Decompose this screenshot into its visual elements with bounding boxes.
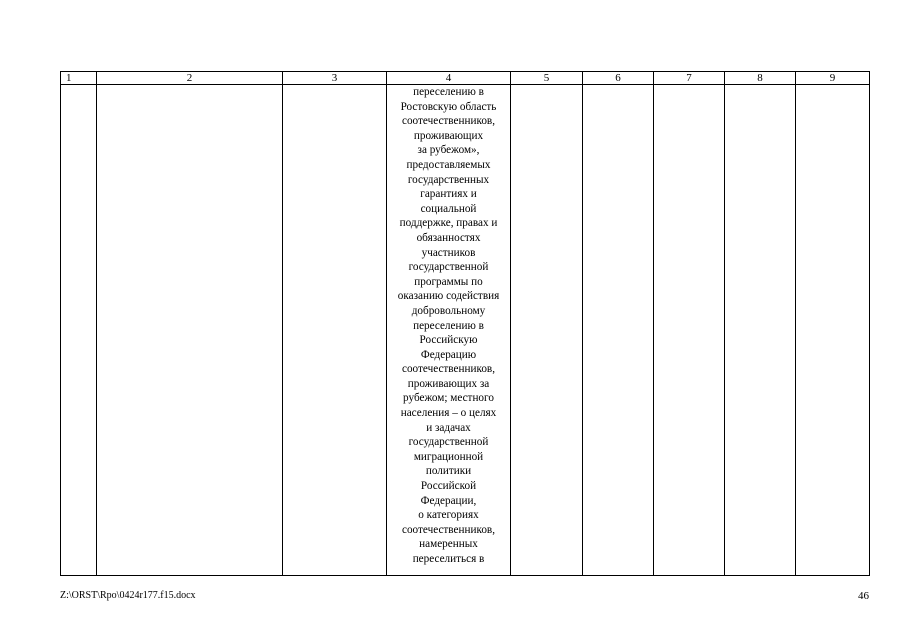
cell-text-line: проживающих [413, 129, 484, 142]
cell-text-line: государственных [407, 173, 490, 186]
column-number-6: 6 [583, 72, 654, 85]
table-cell-col1 [61, 85, 97, 576]
cell-text-line: социальной [420, 202, 477, 215]
cell-text-line: Федерации, [420, 494, 477, 507]
cell-text-line: соотечественников, [402, 363, 495, 376]
cell-text-line: переселению в [413, 319, 484, 332]
cell-text-line: миграционной [413, 450, 484, 463]
table-cell-col2 [97, 85, 283, 576]
column-number-1: 1 [61, 72, 97, 85]
cell-text-line: поддержке, правах и [399, 217, 498, 230]
cell-text-line: и задачах [426, 421, 471, 434]
cell-text-line: проживающих за [407, 377, 490, 390]
cell-text-line: гарантиях и [420, 188, 477, 201]
cell-text-line: Российской [420, 480, 477, 493]
column-number-2: 2 [97, 72, 283, 85]
table-row [61, 85, 870, 576]
cell-text-line: переселиться в [412, 553, 485, 565]
column-number-9: 9 [796, 72, 870, 85]
cell-text-line: обязанностях [416, 231, 481, 244]
cell-text-line: переселению в [413, 86, 484, 98]
footer-file-path: Z:\ORST\Rpo\0424r177.f15.docx [60, 590, 196, 601]
cell-text-line: государственной [408, 261, 489, 274]
cell-text-line: оказанию содействия [397, 290, 500, 303]
table-cell-col9 [796, 85, 870, 576]
cell-text-line: рубежом; местного [403, 392, 494, 405]
column-number-row [61, 72, 870, 85]
cell-text-line: о категориях [418, 509, 479, 522]
cell-text-line: Федерацию [420, 348, 477, 361]
cell-text-line: политики [425, 465, 472, 478]
cell-text-col4 [387, 85, 510, 567]
cell-text-line: соотечественников, [402, 115, 495, 128]
cell-text-line: соотечественников, [402, 523, 495, 536]
document-table [60, 71, 870, 576]
cell-text-line: населения – о целях [400, 407, 497, 420]
table-cell-col7 [654, 85, 725, 576]
table-cell-col6 [583, 85, 654, 576]
table-cell-col8 [725, 85, 796, 576]
cell-text-line: намеренных [419, 538, 478, 551]
column-number-8: 8 [725, 72, 796, 85]
column-number-4: 4 [387, 72, 511, 85]
cell-text-line: добровольному [411, 304, 486, 317]
column-number-5: 5 [511, 72, 583, 85]
cell-text-line: участников [421, 246, 476, 259]
cell-text-line: программы по [414, 275, 483, 288]
table-cell-col5 [511, 85, 583, 576]
table-cell-col4 [387, 85, 511, 576]
table-cell-col3 [283, 85, 387, 576]
cell-text-line: государственной [408, 436, 489, 449]
cell-text-line: за рубежом», [417, 144, 480, 157]
cell-text-line: Российскую [419, 334, 478, 347]
page-number: 46 [858, 590, 869, 602]
cell-text-line: Ростовскую область [400, 100, 497, 113]
cell-text-line: предоставляемых [406, 158, 491, 171]
column-number-7: 7 [654, 72, 725, 85]
column-number-3: 3 [283, 72, 387, 85]
